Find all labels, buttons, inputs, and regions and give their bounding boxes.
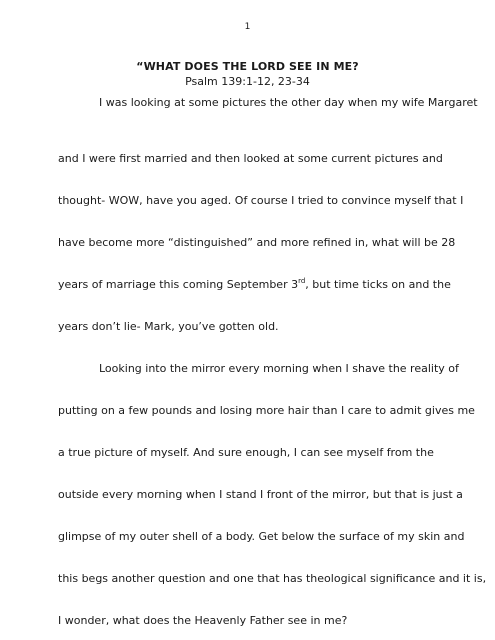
paragraph-line: a true picture of myself. And sure enough, I can see myself from the	[58, 446, 434, 459]
paragraph-line: I wonder, what does the Heavenly Father see in me?	[58, 614, 348, 627]
scripture-reference: Psalm 139:1-12, 23-34	[185, 75, 310, 88]
paragraph-line: have become more “distinguished” and more refined in, what will be 28	[58, 236, 456, 249]
paragraph-line: I was looking at some pictures the other day when my wife Margaret	[99, 96, 478, 109]
page-number: 1	[244, 22, 251, 32]
paragraph-line: Looking into the mirror every morning when I shave the reality of	[99, 362, 459, 375]
sermon-title: “WHAT DOES THE LORD SEE IN ME?	[136, 60, 359, 73]
ordinal-suffix: rd	[298, 277, 306, 285]
paragraph-line	[58, 278, 458, 292]
paragraph-line: putting on a few pounds and losing more hair than I care to admit gives me	[58, 404, 475, 417]
paragraph-line: outside every morning when I stand I front of the mirror, but that is just a	[58, 488, 463, 501]
paragraph-line: this begs another question and one that has theological significance and it is,	[58, 572, 487, 585]
paragraph-line: and I were first married and then looked at some current pictures and	[58, 152, 443, 165]
paragraph-line: thought- WOW, have you aged. Of course I tried to convince myself that I	[58, 194, 464, 207]
text-segment: , but time ticks on and the	[305, 278, 451, 291]
paragraph-line: years don’t lie- Mark, you’ve gotten old.	[58, 320, 279, 333]
text-segment: years of marriage this coming September 3	[58, 278, 299, 291]
paragraph-line: glimpse of my outer shell of a body. Get below the surface of my skin and	[58, 530, 465, 543]
